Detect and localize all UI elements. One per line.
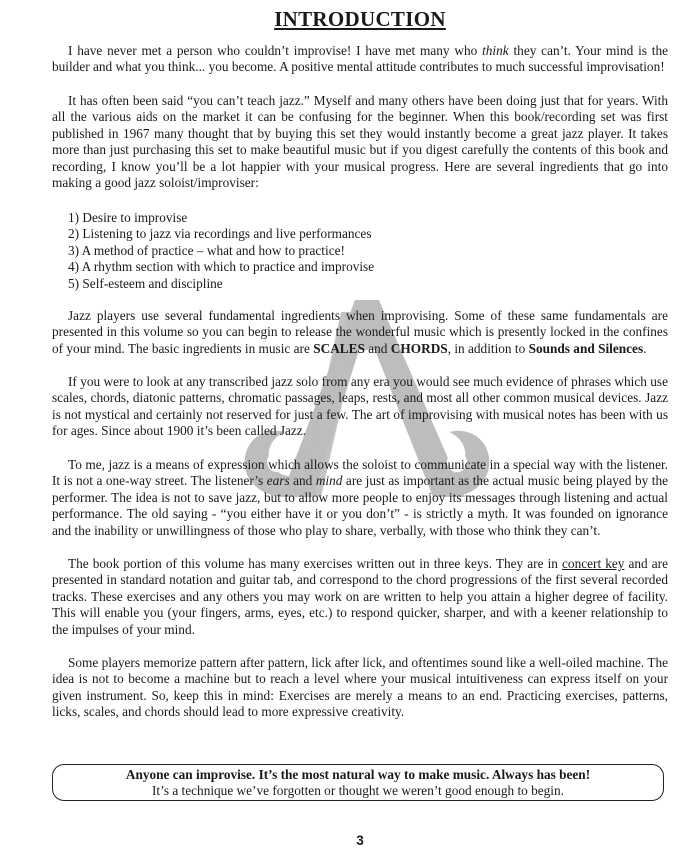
p3-text-c: . — [643, 340, 647, 356]
paragraph-2: It has often been said “you can’t teach jazz.” Myself and many others have been doing just that for years. With all the various aids on the market it can be confusing for the beginner. When this book/recording set was first published in 1967 many thought that by buying this set they would instantly become a great jazz player. It takes more than just purchasing this set to make beautiful music but if you digest carefully the contents of this book and recording, I know you’ll be a lot happier with your musical progress. Here are several ingredients that go into making a good jazz soloist/improviser: — [52, 93, 668, 191]
paragraph-7: Some players memorize pattern after pattern, lick after lick, and oftentimes sound like a well-oiled machine. The idea is not to become a machine but to reach a level where your musical intuitiveness can express itself on your given instrument. So, keep this in mind: Exercises are merely a means to an end. Practicing exercises, patterns, licks, scales, and chords should lead to more expressive creativity. — [52, 655, 668, 720]
page-number: 3 — [356, 833, 364, 848]
paragraph-3 — [52, 308, 668, 357]
p6-underline-concert-key: concert key — [562, 556, 625, 571]
paragraph-5 — [52, 457, 668, 539]
p5-text-a: To me, jazz is a means of expression which allows the soloist to communicate in a special way with the listener. It is not a one-way street. The listener’s — [52, 457, 668, 489]
p1-italic-think: think — [482, 43, 509, 58]
document-page — [52, 0, 668, 856]
p5-text-c: are just as important as the actual music being played by the performer. The idea is not to save jazz, but to allow more people to enjoy its messages through listening and actual performance. The old saying - “you either have it or you don’t” - is strictly a myth. It was founded on ignorance and the inability or unwillingness of those who play to share, verbally, with those who think they can’t. — [52, 473, 668, 538]
list-item: 3) A method of practice – what and how to practice! — [68, 242, 345, 258]
paragraph-1 — [52, 43, 668, 76]
p3-text-b: , in addition to — [447, 340, 529, 356]
p6-text-a: The book portion of this volume has many exercises written out in three keys. They are in — [68, 556, 563, 571]
p3-bold-sounds: Sounds and Silences — [528, 340, 644, 356]
p5-text-b: and — [289, 473, 316, 489]
p5-italic-ears: ears — [266, 473, 290, 489]
p3-bold-scales: SCALES — [313, 340, 365, 356]
p3-bold-chords: CHORDS — [390, 340, 448, 356]
callout-headline: Anyone can improvise. It’s the most natural way to make music. Always has been! — [125, 767, 591, 782]
p1-text-b: they can’t. Your mind is the builder and what you think... you become. A positive mental attitude contributes to much successful improvisation! — [52, 43, 669, 75]
p1-text-a: I have never met a person who couldn’t improvise! I have met many who — [68, 43, 483, 58]
callout-subline: It’s a technique we’ve forgotten or thought we weren’t good enough to begin. — [152, 783, 564, 799]
list-item: 1) Desire to improvise — [68, 210, 188, 225]
list-item: 5) Self-esteem and discipline — [68, 275, 223, 291]
p5-italic-mind: mind — [315, 473, 343, 489]
list-item: 4) A rhythm section with which to practice and improvise — [68, 259, 375, 275]
p6-text-b: and are presented in standard notation and guitar tab, and correspond to the chord progressions of the first several recorded tracks. These exercises and any others you may work on are written to help you attain a higher degree of facility. This will enable you (your fingers, arms, eyes, etc.) to respond quicker, sharper, and with a keener relationship to the impulses of your mind. — [52, 556, 668, 637]
p3-text-and: and — [364, 340, 391, 356]
ingredients-list — [52, 210, 374, 292]
paragraph-6 — [52, 556, 668, 638]
callout-box — [52, 764, 664, 801]
p3-text-a: Jazz players use several fundamental ingredients when improvising. Some of these same fundamentals are presented in this volume so you can begin to release the wonderful music which is presently locked in the confines of your mind. The basic ingredients in music are — [52, 308, 668, 356]
paragraph-4: If you were to look at any transcribed jazz solo from any era you would see much evidence of phrases which use scales, chords, diatonic patterns, chromatic passages, leaps, rests, and most all other common musical devices. Jazz is not mystical and certainly not reserved for just a few. The art of improvising with musical notes has been with us for ages. Since about 1900 it’s been called Jazz. — [52, 374, 668, 439]
page-title: INTRODUCTION — [274, 7, 446, 31]
list-item: 2) Listening to jazz via recordings and live performances — [68, 226, 372, 242]
